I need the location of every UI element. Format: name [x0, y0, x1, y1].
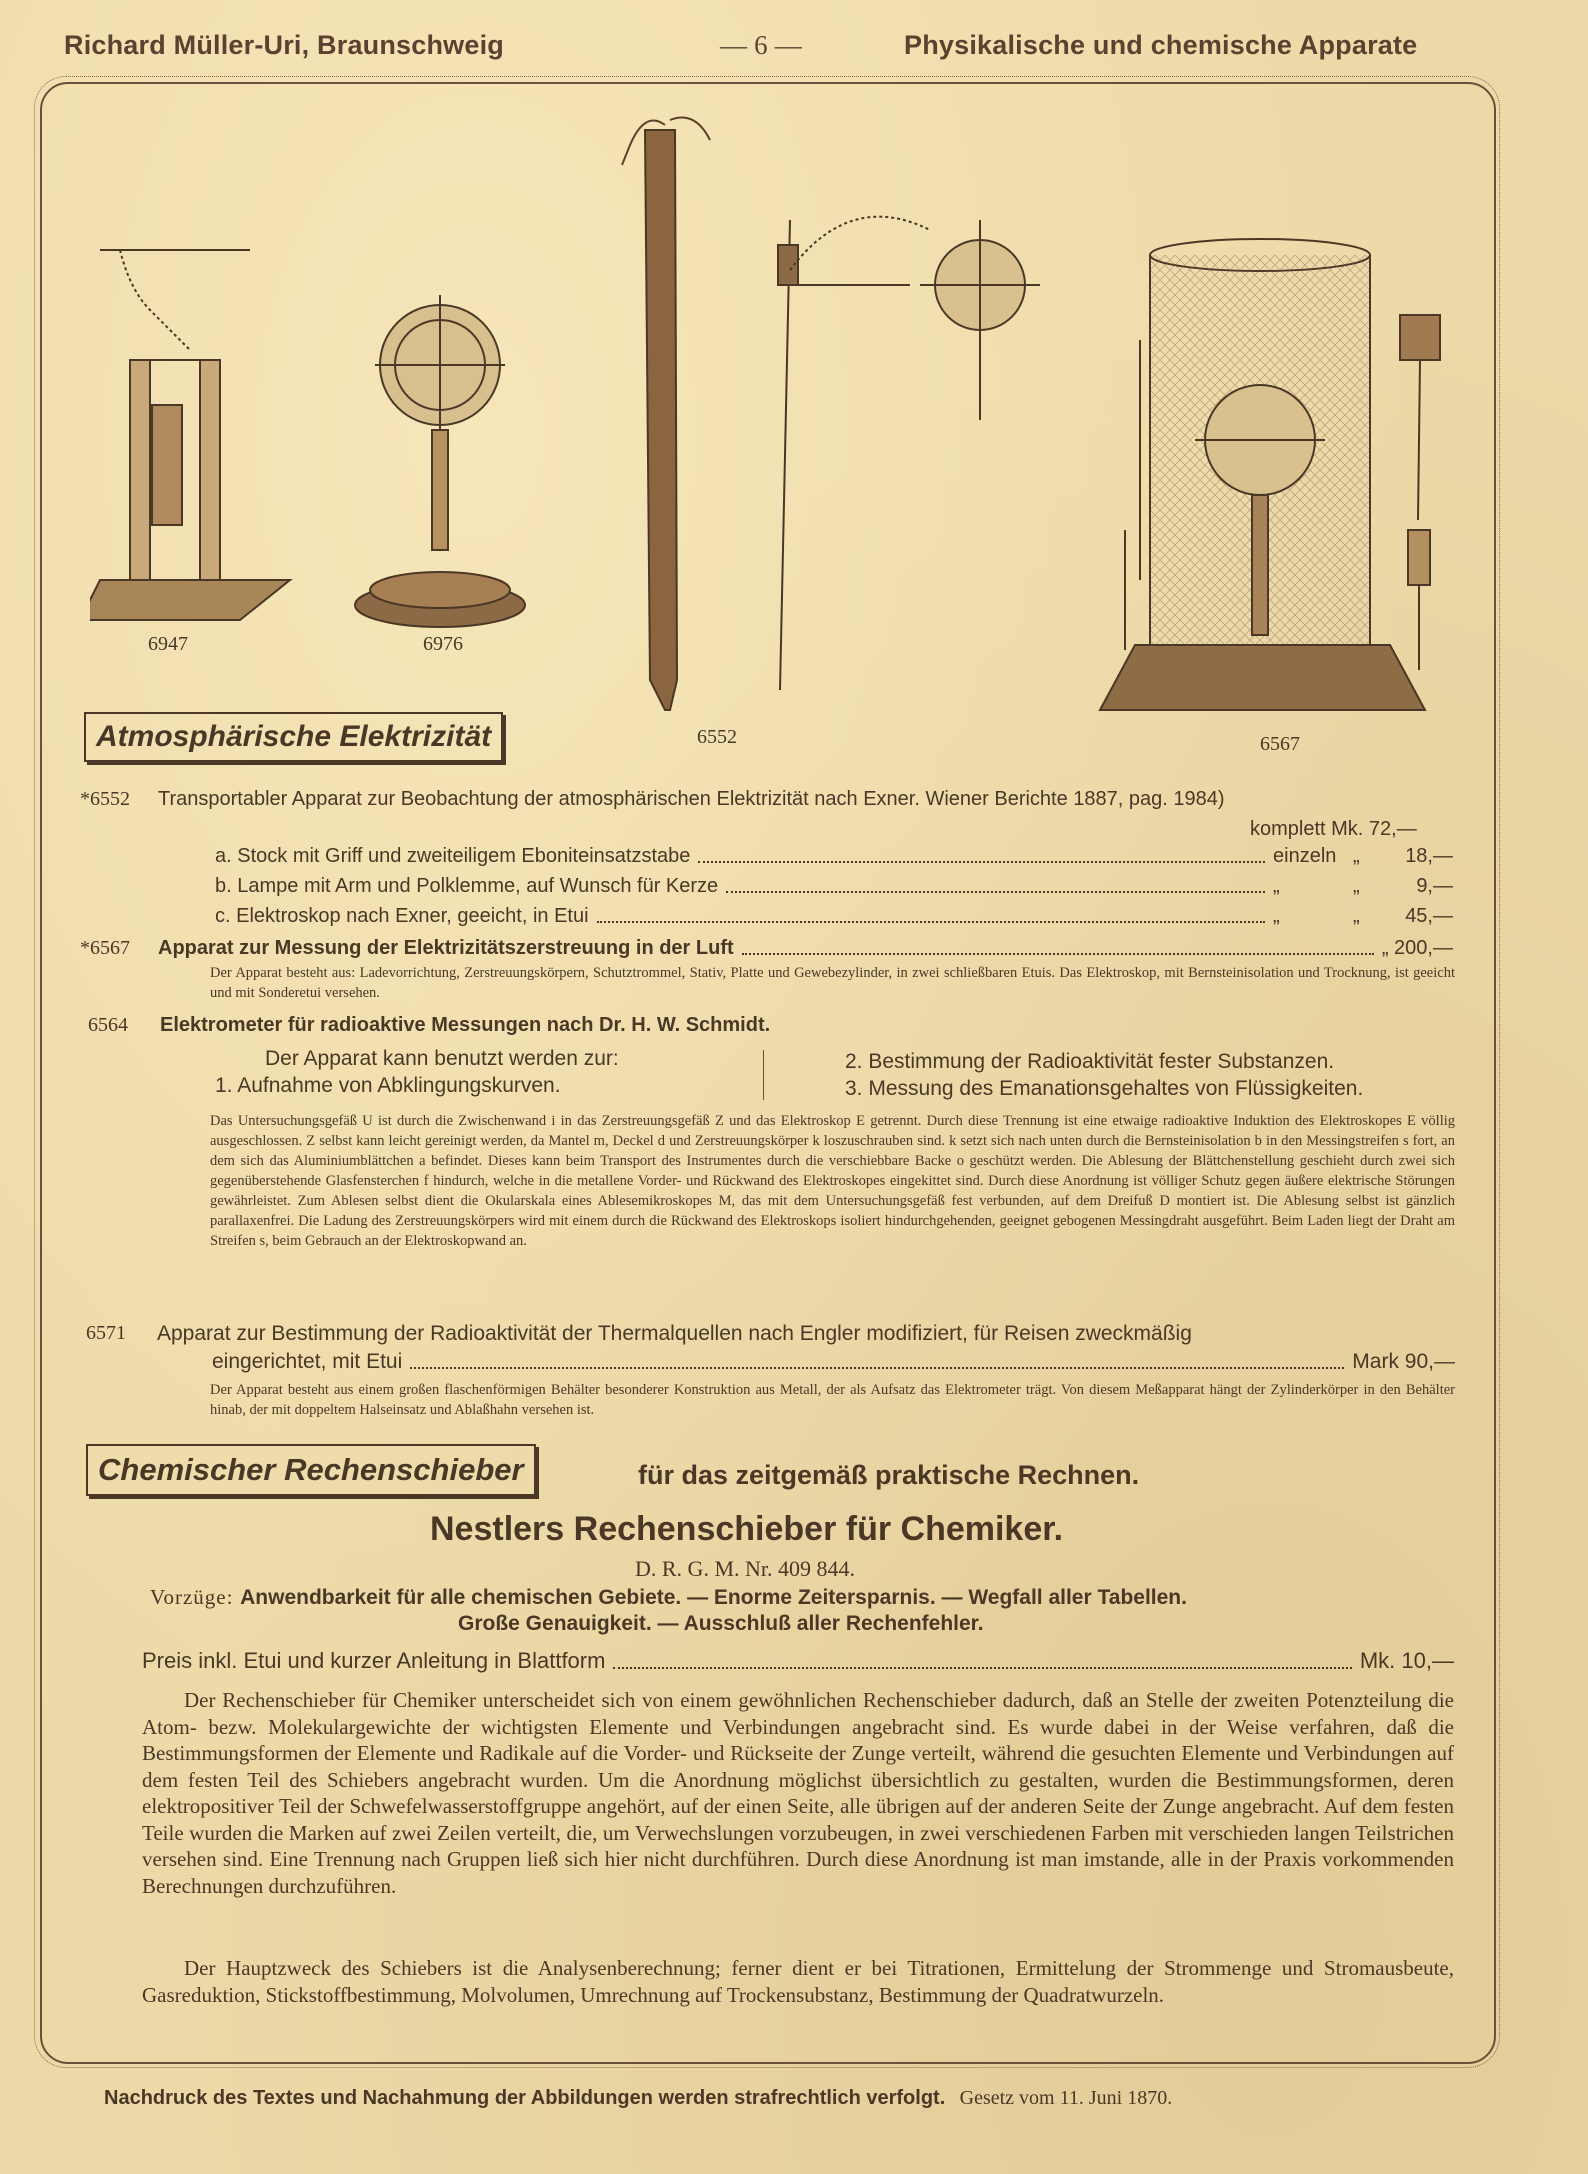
- leader-dots: [698, 861, 1265, 863]
- figure-6552-drawing: [622, 118, 1040, 711]
- item-price: Mark 90,—: [1352, 1350, 1455, 1373]
- copyright-notice: Nachdruck des Textes und Nachahmung der Abbildungen werden strafrechtlich verfolgt.: [104, 2087, 946, 2109]
- sub-item-qualifier: „: [1273, 905, 1280, 927]
- leader-dots: [597, 921, 1265, 923]
- sub-item-row: [215, 905, 1453, 928]
- uses-intro: Der Apparat kann benutzt werden zur:: [265, 1047, 619, 1070]
- header-category: Physikalische und chemische Apparate: [904, 30, 1418, 60]
- item-description: Transportabler Apparat zur Beobachtung der atmosphärischen Elektrizität nach Exner. Wiener Berichte 1887, pag. 1984): [158, 788, 1225, 810]
- item-note: Das Untersuchungsgefäß U ist durch die Zwischenwand i in das Zerstreuungsgefäß Z und das Elektroskop E getrennt. Durch diese Trennung ist eine etwaige radioaktive Induktion des Elektroskopes E völlig ausgeschlossen. Z selbst kann leicht gereinigt werden, da Mantel m, Deckel d und Zerstreuungskörper k loszuschrauben sind. k setzt sich nach unten durch die Bernsteinisolation b in den Messingstreifen s fort, an dem sich das Aluminiumblättchen a befindet. Dieses kann beim Transport des Instrumentes durch die verschiebbare Backe o geschützt werden. Die Ablesung der Blättchenstellung geschieht durch zwei sich gegenüberstehende Glasfensterchen f hindurch, welche in die metallene Vorder- und Rückwand des Elektroskopes eingekittet sind. Durch diese Anordnung ist völliger Schutz gegen äußere elektrische Störungen gewährleistet. Zum Ablesen selbst dient die Okularskala eines Ablesemikroskopes M, das mit dem Untersuchungsgefäß fest verbunden, auf dem Dreifuß D montiert ist. Die Ablesung selbst ist gänzlich parallaxenfrei. Die Ladung des Zerstreuungskörpers wird mit einem durch die Rückwand des Elektroskops isoliert hindurchgehenden, geeignet gebogenen Messingdraht ausgeführt. Beim Laden liegt der Draht am Streifen s, beim Gebrauch an der Elektroskopwand an.: [210, 1113, 1455, 1249]
- sub-item-label: b. Lampe mit Arm und Polklemme, auf Wunsch für Kerze: [215, 875, 719, 897]
- sub-item-price: 9,—: [1416, 875, 1453, 897]
- description-paragraph: Der Hauptzweck des Schiebers ist die Analysenberechnung; ferner dient er bei Titrationen, Ermittelung der Strommenge und Stromausbeute, Gasreduktion, Stickstoffbestimmung, Molvolumen, Umrechnung auf Trockensubstanz, Bestimmung der Quadratwurzeln.: [142, 1956, 1454, 2007]
- column-divider: [763, 1050, 764, 1100]
- figure-label-6552: 6552: [697, 726, 737, 748]
- section-title-atmospheric: Atmosphärische Elektrizität: [84, 712, 503, 762]
- leader-dots: [726, 891, 1265, 893]
- use-item: 3. Messung des Emanationsgehaltes von Flüssigkeiten.: [845, 1077, 1364, 1100]
- item-description: Apparat zur Bestimmung der Radioaktivität der Thermalquellen nach Engler modifiziert, für Reisen zweckmäßig: [157, 1322, 1192, 1345]
- description-paragraph: Der Rechenschieber für Chemiker unterscheidet sich von einem gewöhnlichen Rechenschieber dadurch, daß an Stelle der zweiten Potenzteilung die Atom- bezw. Molekulargewichte der wichtigsten Elemente und Verbindungen angebracht sind. Es wurde dabei in der Weise verfahren, daß die Bestimmungsformen der Elemente und Radikale auf die Vorder- und Rückseite der Zunge verteilt, während die gesuchten Elemente und Verbindungen auf dem festen Teil des Schiebers angebracht wurden. Um die Anordnung möglichst übersichtlich zu gestalten, wurden die Bestimmungsformen, deren elektropositiver Teil der Schwefelwasserstoffgruppe angehört, auf der einen Seite, alle übrigen auf der anderen Seite der Zunge angebracht. Auf dem festen Teile wurden die Marken auf zwei Zeilen verteilt, die, um Verwechslungen vorzubeugen, in zwei verschiedenen Farben mit verschieden langen Teilstrichen versehen sind. Eine Trennung nach Gruppen ließ sich hier nicht durchführen. Durch diese Anordnung ist man imstande, alle in der Praxis vorkommenden Berechnungen durchzuführen.: [142, 1688, 1454, 1898]
- item-price: komplett Mk. 72,—: [1250, 818, 1417, 840]
- item-note: Der Apparat besteht aus: Ladevorrichtung, Zerstreuungskörpern, Schutztrommel, Stativ, Platte und Gewebezylinder, in zwei schließbaren Etuis. Das Elektroskop, mit Bernsteinisolation und Trocknung, ist geeicht und mit Sonderetui versehen.: [210, 965, 1455, 1001]
- advantages-line: [150, 1585, 1187, 1610]
- figure-label-6976: 6976: [423, 633, 463, 655]
- figure-6947-drawing: [90, 250, 290, 620]
- item-row: [158, 937, 1453, 960]
- use-item: 2. Bestimmung der Radioaktivität fester Substanzen.: [845, 1050, 1335, 1073]
- item-number: 6564: [88, 1014, 128, 1036]
- law-reference: Gesetz vom 11. Juni 1870.: [959, 2087, 1173, 2109]
- figure-6976-drawing: [355, 295, 525, 627]
- sub-item-qualifier: „: [1273, 875, 1280, 897]
- apparatus-illustrations: [90, 110, 1490, 730]
- item-price: „ 200,—: [1381, 937, 1453, 959]
- figure-label-6947: 6947: [148, 633, 188, 655]
- page-number: — 6 —: [720, 30, 802, 60]
- sub-item-price: 45,—: [1405, 905, 1453, 927]
- sub-item-price: 18,—: [1405, 845, 1453, 867]
- sub-item-label: c. Elektroskop nach Exner, geeicht, in Etui: [215, 905, 589, 927]
- leader-dots: [410, 1367, 1344, 1369]
- item-description-cont: eingerichtet, mit Etui: [212, 1350, 403, 1373]
- sub-item-qualifier: einzeln: [1273, 845, 1337, 867]
- sub-item-ditto: „: [1353, 905, 1360, 927]
- header-publisher: Richard Müller-Uri, Braunschweig: [64, 30, 504, 60]
- sub-item-label: a. Stock mit Griff und zweiteiligem Eboniteinsatzstabe: [215, 845, 691, 867]
- use-item: 1. Aufnahme von Abklingungskurven.: [215, 1074, 561, 1097]
- item-description: Apparat zur Messung der Elektrizitätszerstreuung in der Luft: [158, 937, 734, 959]
- footer-notice: [104, 2085, 1172, 2110]
- patent-number: D. R. G. M. Nr. 409 844.: [635, 1556, 856, 1581]
- item-description: Elektrometer für radioaktive Messungen nach Dr. H. W. Schmidt.: [160, 1014, 771, 1036]
- sub-item-row: [215, 845, 1453, 868]
- product-heading: Nestlers Rechenschieber für Chemiker.: [430, 1510, 1064, 1548]
- sub-item-ditto: „: [1353, 845, 1360, 867]
- advantages-label: Vorzüge:: [150, 1585, 234, 1609]
- item-row: [212, 1350, 1455, 1374]
- item-number: 6571: [86, 1322, 126, 1344]
- advantages-text: Anwendbarkeit für alle chemischen Gebiete. — Enorme Zeitersparnis. — Wegfall aller Tabellen.: [240, 1586, 1187, 1609]
- advantages-text-2: Große Genauigkeit. — Ausschluß aller Rechenfehler.: [458, 1612, 984, 1635]
- price-row: [142, 1648, 1454, 1674]
- section-title-slide-rule: Chemischer Rechenschieber: [86, 1444, 536, 1496]
- section-tagline: für das zeitgemäß praktische Rechnen.: [638, 1460, 1140, 1490]
- item-number: *6567: [80, 937, 130, 959]
- figure-6567-drawing: [1100, 239, 1440, 710]
- price-value: Mk. 10,—: [1359, 1648, 1454, 1673]
- item-note: Der Apparat besteht aus einem großen flaschenförmigen Behälter besonderer Konstruktion aus Metall, der als Aufsatz das Elektrometer trägt. Von diesem Meßapparat hängt der Zylinderkörper in den Behälter hinab, der mit doppeltem Halseinsatz und Ablaßhahn versehen ist.: [210, 1382, 1455, 1418]
- figure-label-6567: 6567: [1260, 733, 1300, 755]
- sub-item-row: [215, 875, 1453, 898]
- leader-dots: [613, 1667, 1351, 1669]
- sub-item-ditto: „: [1353, 875, 1360, 897]
- leader-dots: [742, 953, 1374, 955]
- item-number: *6552: [80, 788, 130, 810]
- price-label: Preis inkl. Etui und kurzer Anleitung in Blattform: [142, 1648, 606, 1673]
